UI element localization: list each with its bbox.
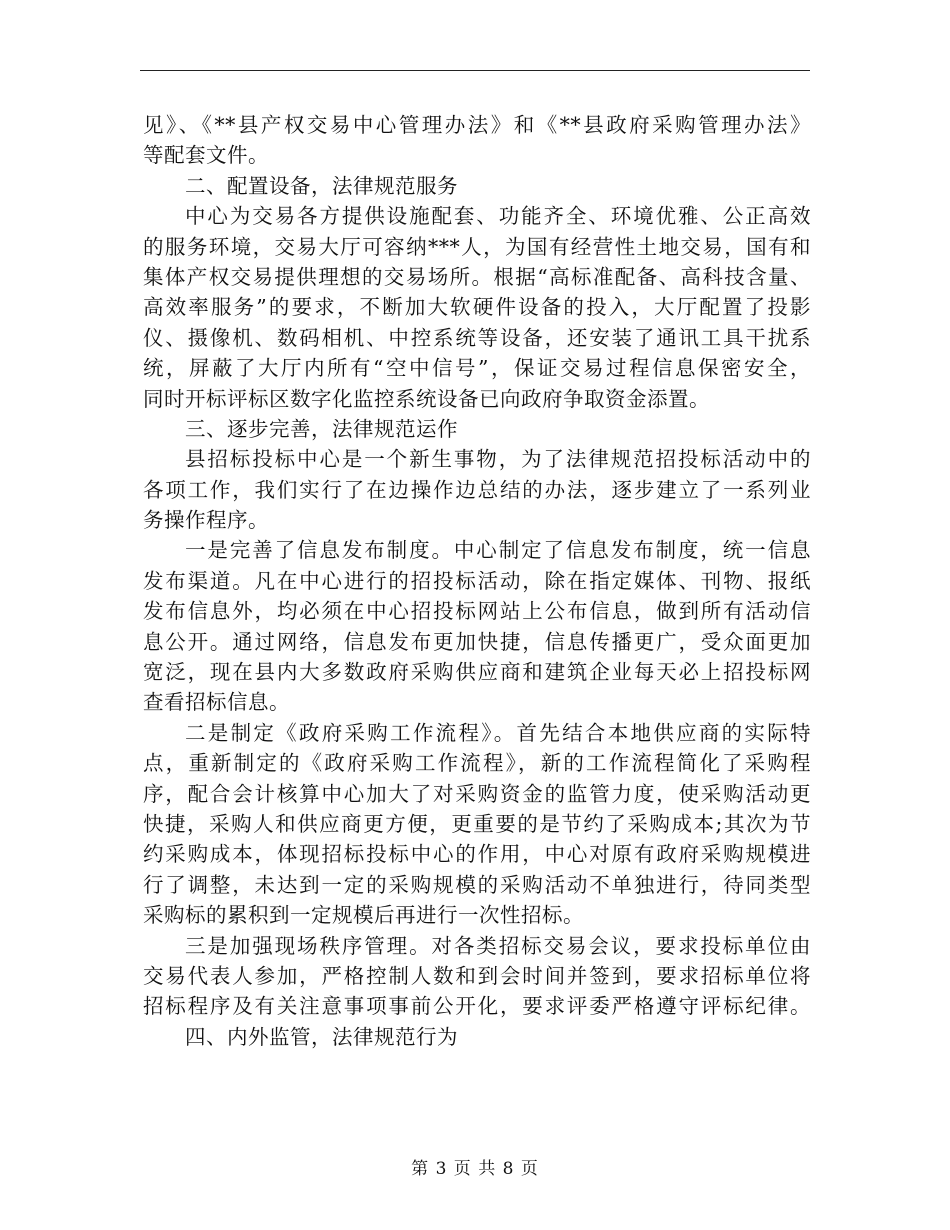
text-line: 行了调整，未达到一定的采购规模的采购活动不单独进行，待同类型 bbox=[143, 872, 811, 897]
text-line: 发布信息外，均必须在中心招投标网站上公布信息，做到所有活动信 bbox=[143, 599, 811, 624]
text-line: 统，屏蔽了大厅内所有“空中信号”，保证交易过程信息保密安全， bbox=[143, 356, 811, 381]
text-line: 二是制定《政府采购工作流程》。首先结合本地供应商的实际特 bbox=[185, 720, 811, 745]
text-line: 一是完善了信息发布制度。中心制定了信息发布制度，统一信息 bbox=[185, 538, 811, 563]
text-line: 查看招标信息。 bbox=[143, 690, 290, 715]
text-line: 等配套文件。 bbox=[143, 143, 269, 168]
text-line: 同时开标评标区数字化监控系统设备已向政府争取资金添置。 bbox=[143, 386, 710, 411]
document-body bbox=[143, 110, 811, 1052]
text-line: 各项工作，我们实行了在边操作边总结的办法，逐步建立了一系列业 bbox=[143, 477, 811, 502]
text-line: 宽泛，现在县内大多数政府采购供应商和建筑企业每天必上招投标网 bbox=[143, 660, 811, 685]
text-line: 县招标投标中心是一个新生事物，为了法律规范招投标活动中的 bbox=[185, 447, 811, 472]
text-line: 见》、《**县产权交易中心管理办法》和《**县政府采购管理办法》 bbox=[143, 113, 811, 137]
text-line: 四、内外监管，法律规范行为 bbox=[185, 1024, 458, 1049]
text-line: 发布渠道。凡在中心进行的招投标活动，除在指定媒体、刊物、报纸 bbox=[143, 568, 811, 593]
page-number: 第 3 页 共 8 页 bbox=[411, 1159, 539, 1179]
text-line: 三是加强现场秩序管理。对各类招标交易会议，要求投标单位由 bbox=[185, 933, 811, 958]
text-line: 二、配置设备，法律规范服务 bbox=[185, 173, 458, 198]
text-line: 务操作程序。 bbox=[143, 508, 269, 533]
text-line: 集体产权交易提供理想的交易场所。根据“高标准配备、高科技含量、 bbox=[143, 264, 811, 289]
text-line: 的服务环境，交易大厅可容纳***人，为国有经营性土地交易，国有和 bbox=[143, 234, 811, 259]
text-line: 约采购成本，体现招标投标中心的作用，中心对原有政府采购规模进 bbox=[143, 842, 811, 867]
text-line: 息公开。通过网络，信息发布更加快捷，信息传播更广，受众面更加 bbox=[143, 629, 811, 654]
text-line: 快捷，采购人和供应商更方便，更重要的是节约了采购成本;其次为节 bbox=[143, 811, 811, 836]
text-line: 高效率服务”的要求，不断加大软硬件设备的投入，大厅配置了投影 bbox=[143, 295, 811, 320]
text-line: 中心为交易各方提供设施配套、功能齐全、环境优雅、公正高效 bbox=[185, 204, 811, 229]
text-line: 招标程序及有关注意事项事前公开化，要求评委严格遵守评标纪律。 bbox=[143, 994, 811, 1019]
text-line: 仪、摄像机、数码相机、中控系统等设备，还安装了通讯工具干扰系 bbox=[143, 325, 811, 350]
text-line: 点，重新制定的《政府采购工作流程》，新的工作流程简化了采购程 bbox=[143, 751, 811, 776]
text-line: 采购标的累积到一定规模后再进行一次性招标。 bbox=[143, 903, 584, 928]
text-line: 序，配合会计核算中心加大了对采购资金的监管力度，使采购活动更 bbox=[143, 781, 811, 806]
text-line: 三、逐步完善，法律规范运作 bbox=[185, 416, 458, 441]
text-line: 交易代表人参加，严格控制人数和到会时间并签到，要求招标单位将 bbox=[143, 963, 811, 988]
header-rule bbox=[140, 70, 810, 71]
